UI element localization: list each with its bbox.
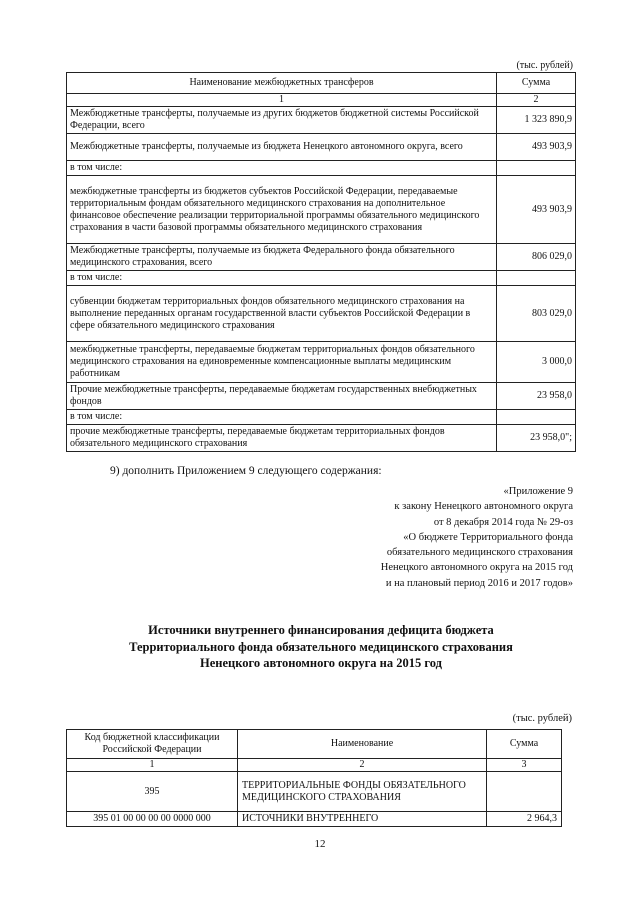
table-row [67,410,576,425]
table-row [67,383,576,410]
row-amount [497,271,576,286]
column-number: 1 [67,759,238,772]
appendix-line: обязательного медицинского страхования [386,547,573,559]
row-amount: 2 964,3 [487,812,562,827]
row-amount: 23 958,0"; [497,425,576,452]
row-name: Межбюджетные трансферты, получаемые из других бюджетов бюджетной системы Российской Федерации, всего [67,107,497,134]
header-code: Код бюджетной классификации Российской Федерации [67,730,238,759]
row-amount: 806 029,0 [497,244,576,271]
column-number: 3 [487,759,562,772]
row-name: ИСТОЧНИКИ ВНУТРЕННЕГО [238,812,487,827]
row-name: межбюджетные трансферты из бюджетов субъектов Российской Федерации, передаваемые территориальным фондам обязательного медицинского страхования на дополнительное финансовое обеспечение реализации территориальной программы обязательного медицинского страхования в части базовой программы обязательного медицинского страхования [67,176,497,244]
table-row [67,425,576,452]
row-amount [497,161,576,176]
table-row [67,286,576,342]
row-name: Прочие межбюджетные трансферты, передаваемые бюджетам государственных внебюджетных фондов [67,383,497,410]
row-name: в том числе: [67,161,497,176]
header-amount: Сумма [487,730,562,759]
header-name: Наименование [238,730,487,759]
table-row [67,176,576,244]
row-amount: 23 958,0 [497,383,576,410]
row-amount [487,772,562,812]
row-name: ТЕРРИТОРИАЛЬНЫЕ ФОНДЫ ОБЯЗАТЕЛЬНОГО МЕДИЦИНСКОГО СТРАХОВАНИЯ [238,772,487,812]
appendix-line: от 8 декабря 2014 года № 29-оз [433,516,573,528]
appendix-line: «Приложение 9 [503,486,573,497]
table-row [67,161,576,176]
document-title [66,622,576,672]
appendix-line: Ненецкого автономного округа на 2015 год [380,562,573,574]
appendix-heading [381,484,573,591]
transfers-table [66,72,576,452]
column-number: 1 [67,94,497,107]
table-row [67,772,562,812]
table-row [67,271,576,286]
page-number: 12 [314,838,326,850]
table-row [67,812,562,827]
row-name: Межбюджетные трансферты, получаемые из бюджета Ненецкого автономного округа, всего [67,134,497,161]
sources-table [66,729,562,827]
row-amount: 803 029,0 [497,286,576,342]
column-number: 2 [238,759,487,772]
row-amount: 1 323 890,9 [497,107,576,134]
appendix-line: и на плановый период 2016 и 2017 годов» [385,577,573,589]
row-amount: 493 903,9 [497,176,576,244]
row-code: 395 [67,772,238,812]
row-name: в том числе: [67,410,497,425]
title-line: Источники внутреннего финансирования дефицита бюджета [148,623,494,637]
table-row [67,244,576,271]
row-amount: 493 903,9 [497,134,576,161]
appendix-line: «О бюджете Территориального фонда [403,531,573,543]
column-number-row [67,759,562,772]
table-header-row [67,73,576,94]
row-code: 395 01 00 00 00 00 0000 000 [67,812,238,827]
appendix-line: к закону Ненецкого автономного округа [394,501,573,513]
row-amount: 3 000,0 [497,342,576,383]
row-name: субвенции бюджетам территориальных фондов обязательного медицинского страхования на выполнение переданных органам государственной власти субъектов Российской Федерации в сфере обязательного медицинского страхования [67,286,497,342]
row-name: прочие межбюджетные трансферты, передаваемые бюджетам территориальных фондов обязательного медицинского страхования [67,425,497,452]
table1-unit: (тыс. рублей) [516,60,573,71]
row-name: межбюджетные трансферты, передаваемые бюджетам территориальных фондов обязательного медицинского страхования на единовременные компенсационные выплаты медицинским работникам [67,342,497,383]
title-line: Территориального фонда обязательного медицинского страхования [129,639,513,654]
table2-unit: (тыс. рублей) [512,713,572,724]
table-header-row [67,730,562,759]
column-number-row [67,94,576,107]
table-row [67,342,576,383]
row-amount [497,410,576,425]
column-number: 2 [497,94,576,107]
title-line: Ненецкого автономного округа на 2015 год [200,656,442,670]
header-amount: Сумма [497,73,576,94]
row-name: Межбюджетные трансферты, получаемые из бюджета Федерального фонда обязательного медицинского страхования, всего [67,244,497,271]
amendment-intro: 9) дополнить Приложением 9 следующего содержания: [110,465,382,477]
row-name: в том числе: [67,271,497,286]
header-name: Наименование межбюджетных трансферов [67,73,497,94]
table-row [67,134,576,161]
table-row [67,107,576,134]
